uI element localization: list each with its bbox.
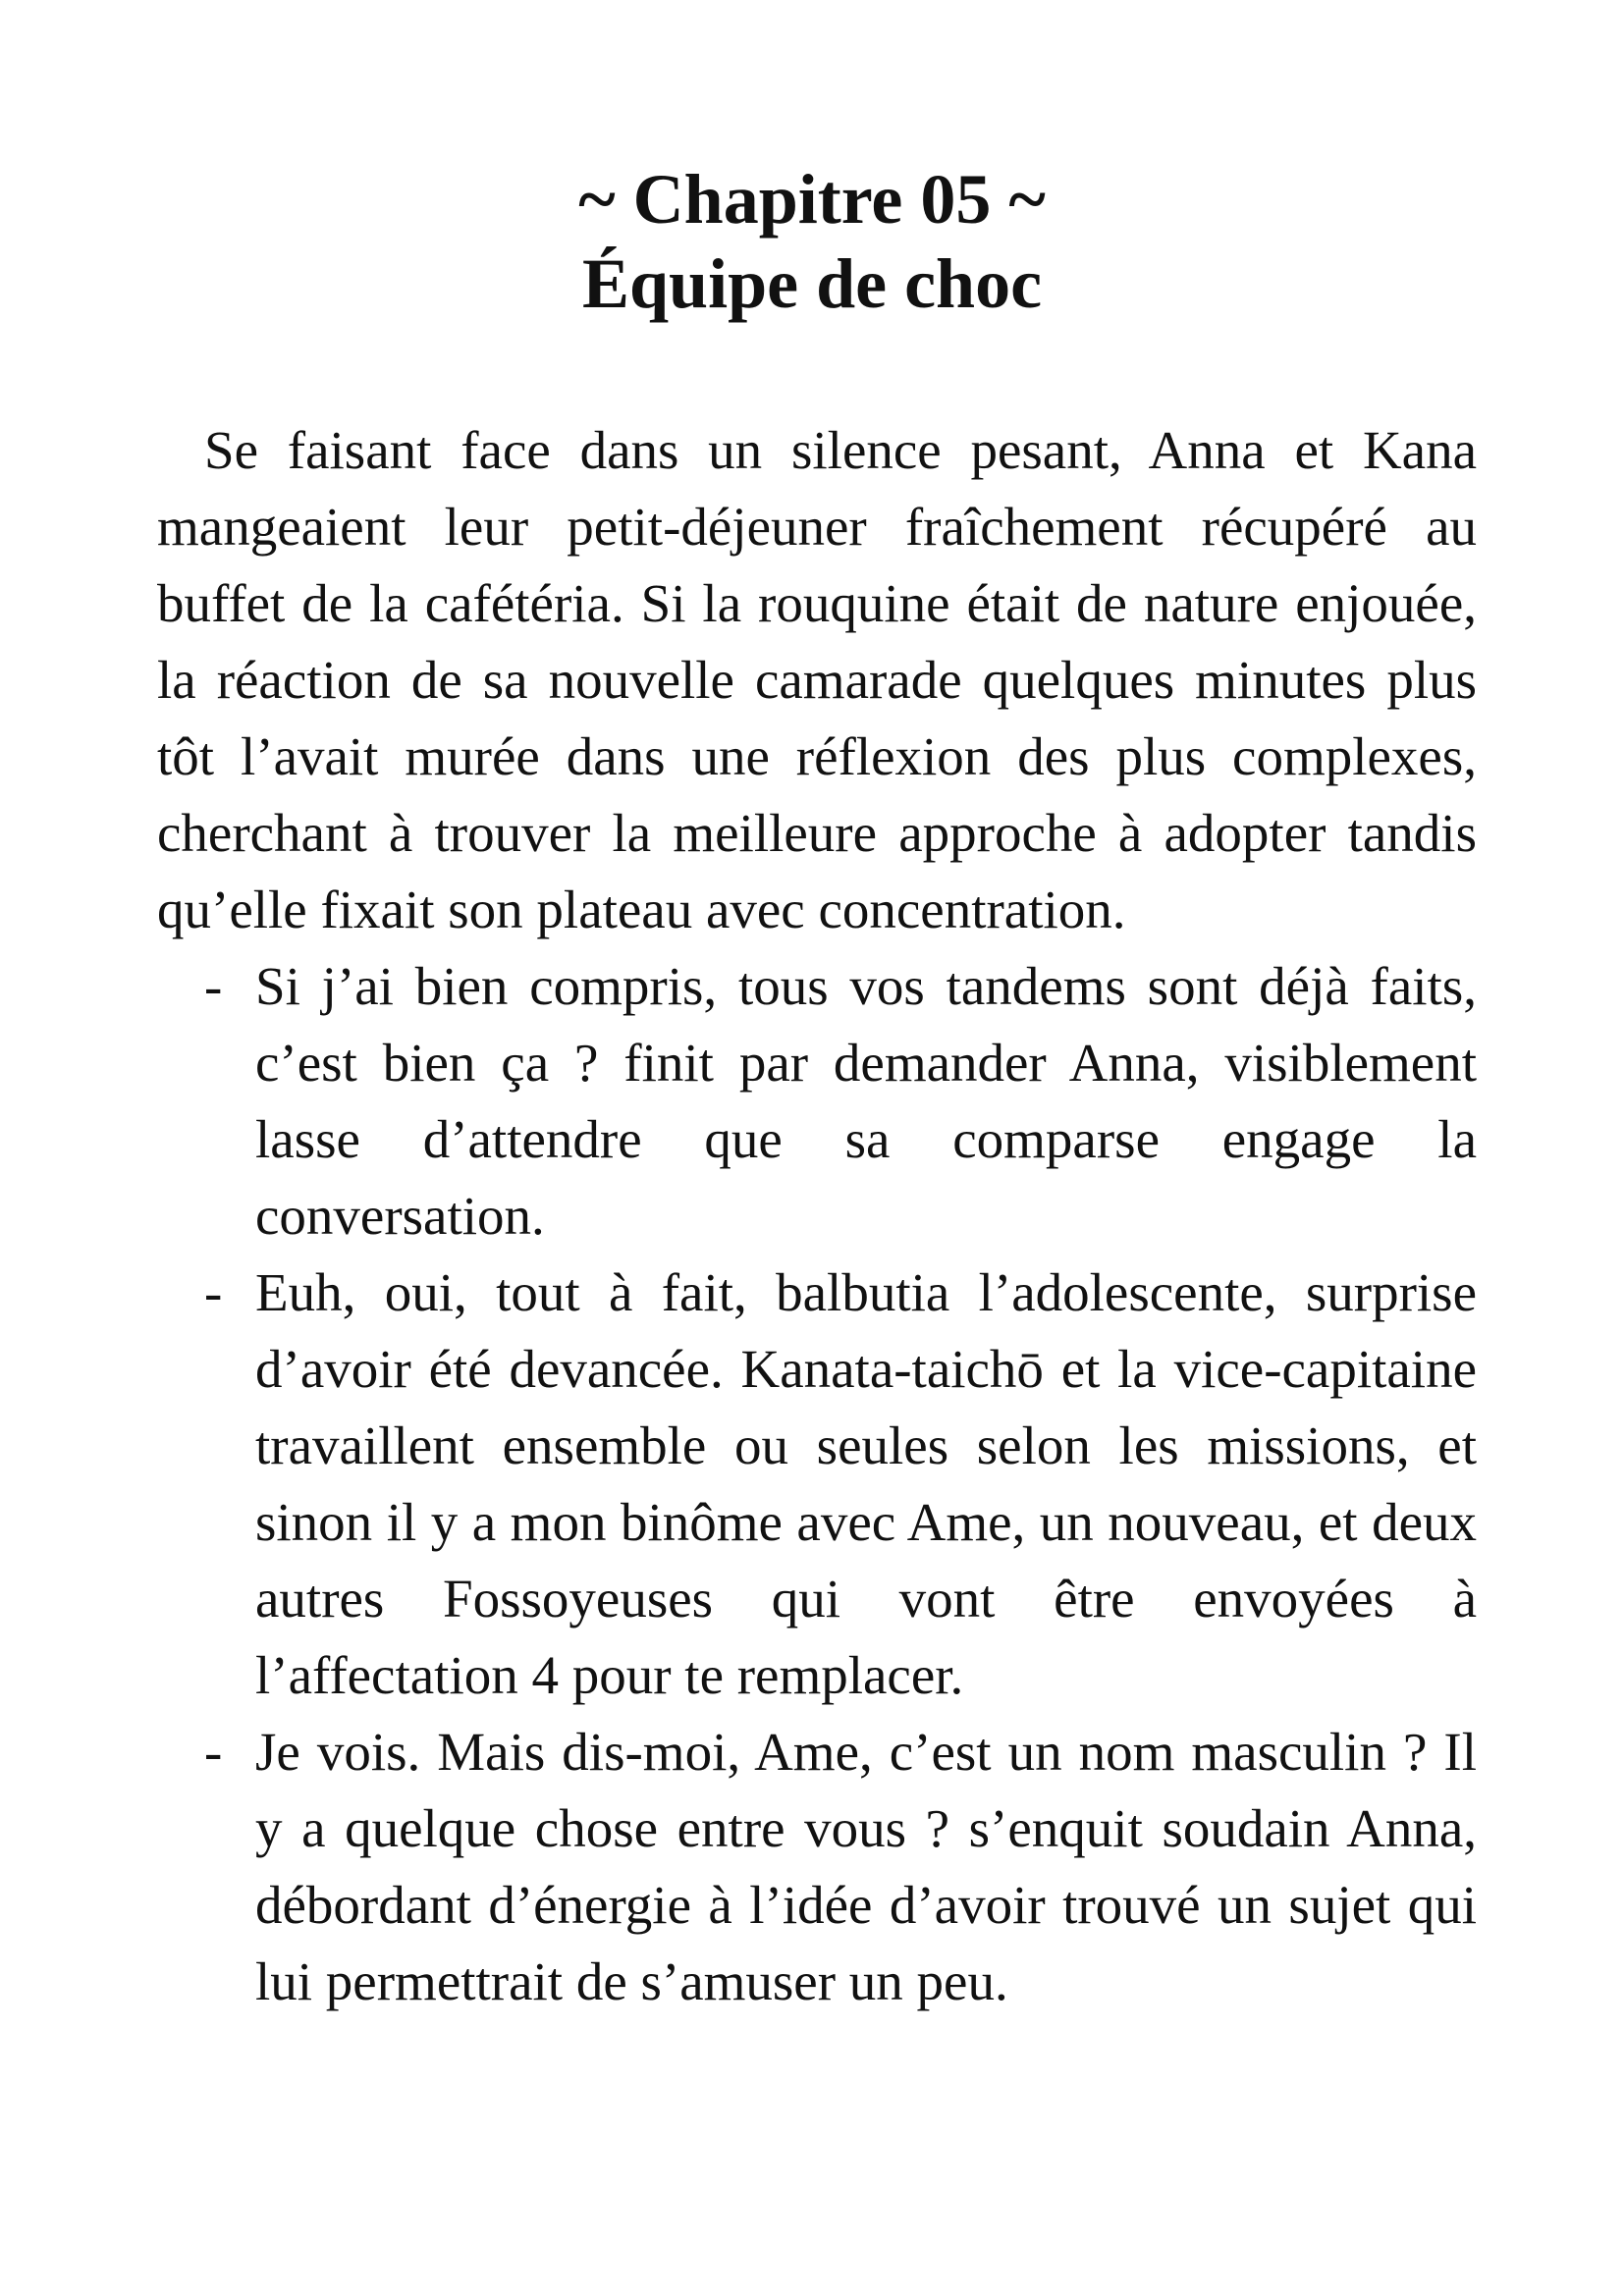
dialogue-line xyxy=(157,1714,1477,2020)
chapter-heading xyxy=(0,157,1624,326)
dialogue-dash: - xyxy=(204,1722,223,1782)
dialogue-text: Je vois. Mais dis-moi, Ame, c’est un nom masculin ? Il y a quelque chose entre vous ? s’enquit soudain Anna, débordant d’énergie à l’idée d’avoir trouvé un sujet qui lui permettrait de s’amuser un peu. xyxy=(255,1722,1477,2011)
intro-paragraph: Se faisant face dans un silence pesant, Anna et Kana mangeaient leur petit-déjeuner fraîchement récupéré au buffet de la cafétéria. Si la rouquine était de nature enjouée, la réaction de sa nouvelle camarade quelques minutes plus tôt l’avait murée dans une réflexion des plus complexes, cherchant à trouver la meilleure approche à adopter tandis qu’elle fixait son plateau avec concentration. xyxy=(157,420,1477,939)
dialogue-line xyxy=(157,1255,1477,1714)
dialogue-list xyxy=(157,948,1477,2020)
dialogue-text: Si j’ai bien compris, tous vos tandems sont déjà faits, c’est bien ça ? finit par demander Anna, visiblement lasse d’attendre que sa comparse engage la conversation. xyxy=(255,956,1477,1246)
chapter-body xyxy=(157,412,1477,2020)
dialogue-text: Euh, oui, tout à fait, balbutia l’adolescente, surprise d’avoir été devancée. Kanata-taichō et la vice-capitaine travaillent ensemble ou seules selon les missions, et sinon il y a mon binôme avec Ame, un nouveau, et deux autres Fossoyeuses qui vont être envoyées à l’affectation 4 pour te remplacer. xyxy=(255,1262,1477,1705)
chapter-title: Équipe de choc xyxy=(581,244,1043,323)
dialogue-dash: - xyxy=(204,956,223,1016)
dialogue-line xyxy=(157,948,1477,1255)
dialogue-dash: - xyxy=(204,1262,223,1322)
chapter-number: ~ Chapitre 05 ~ xyxy=(578,160,1046,239)
